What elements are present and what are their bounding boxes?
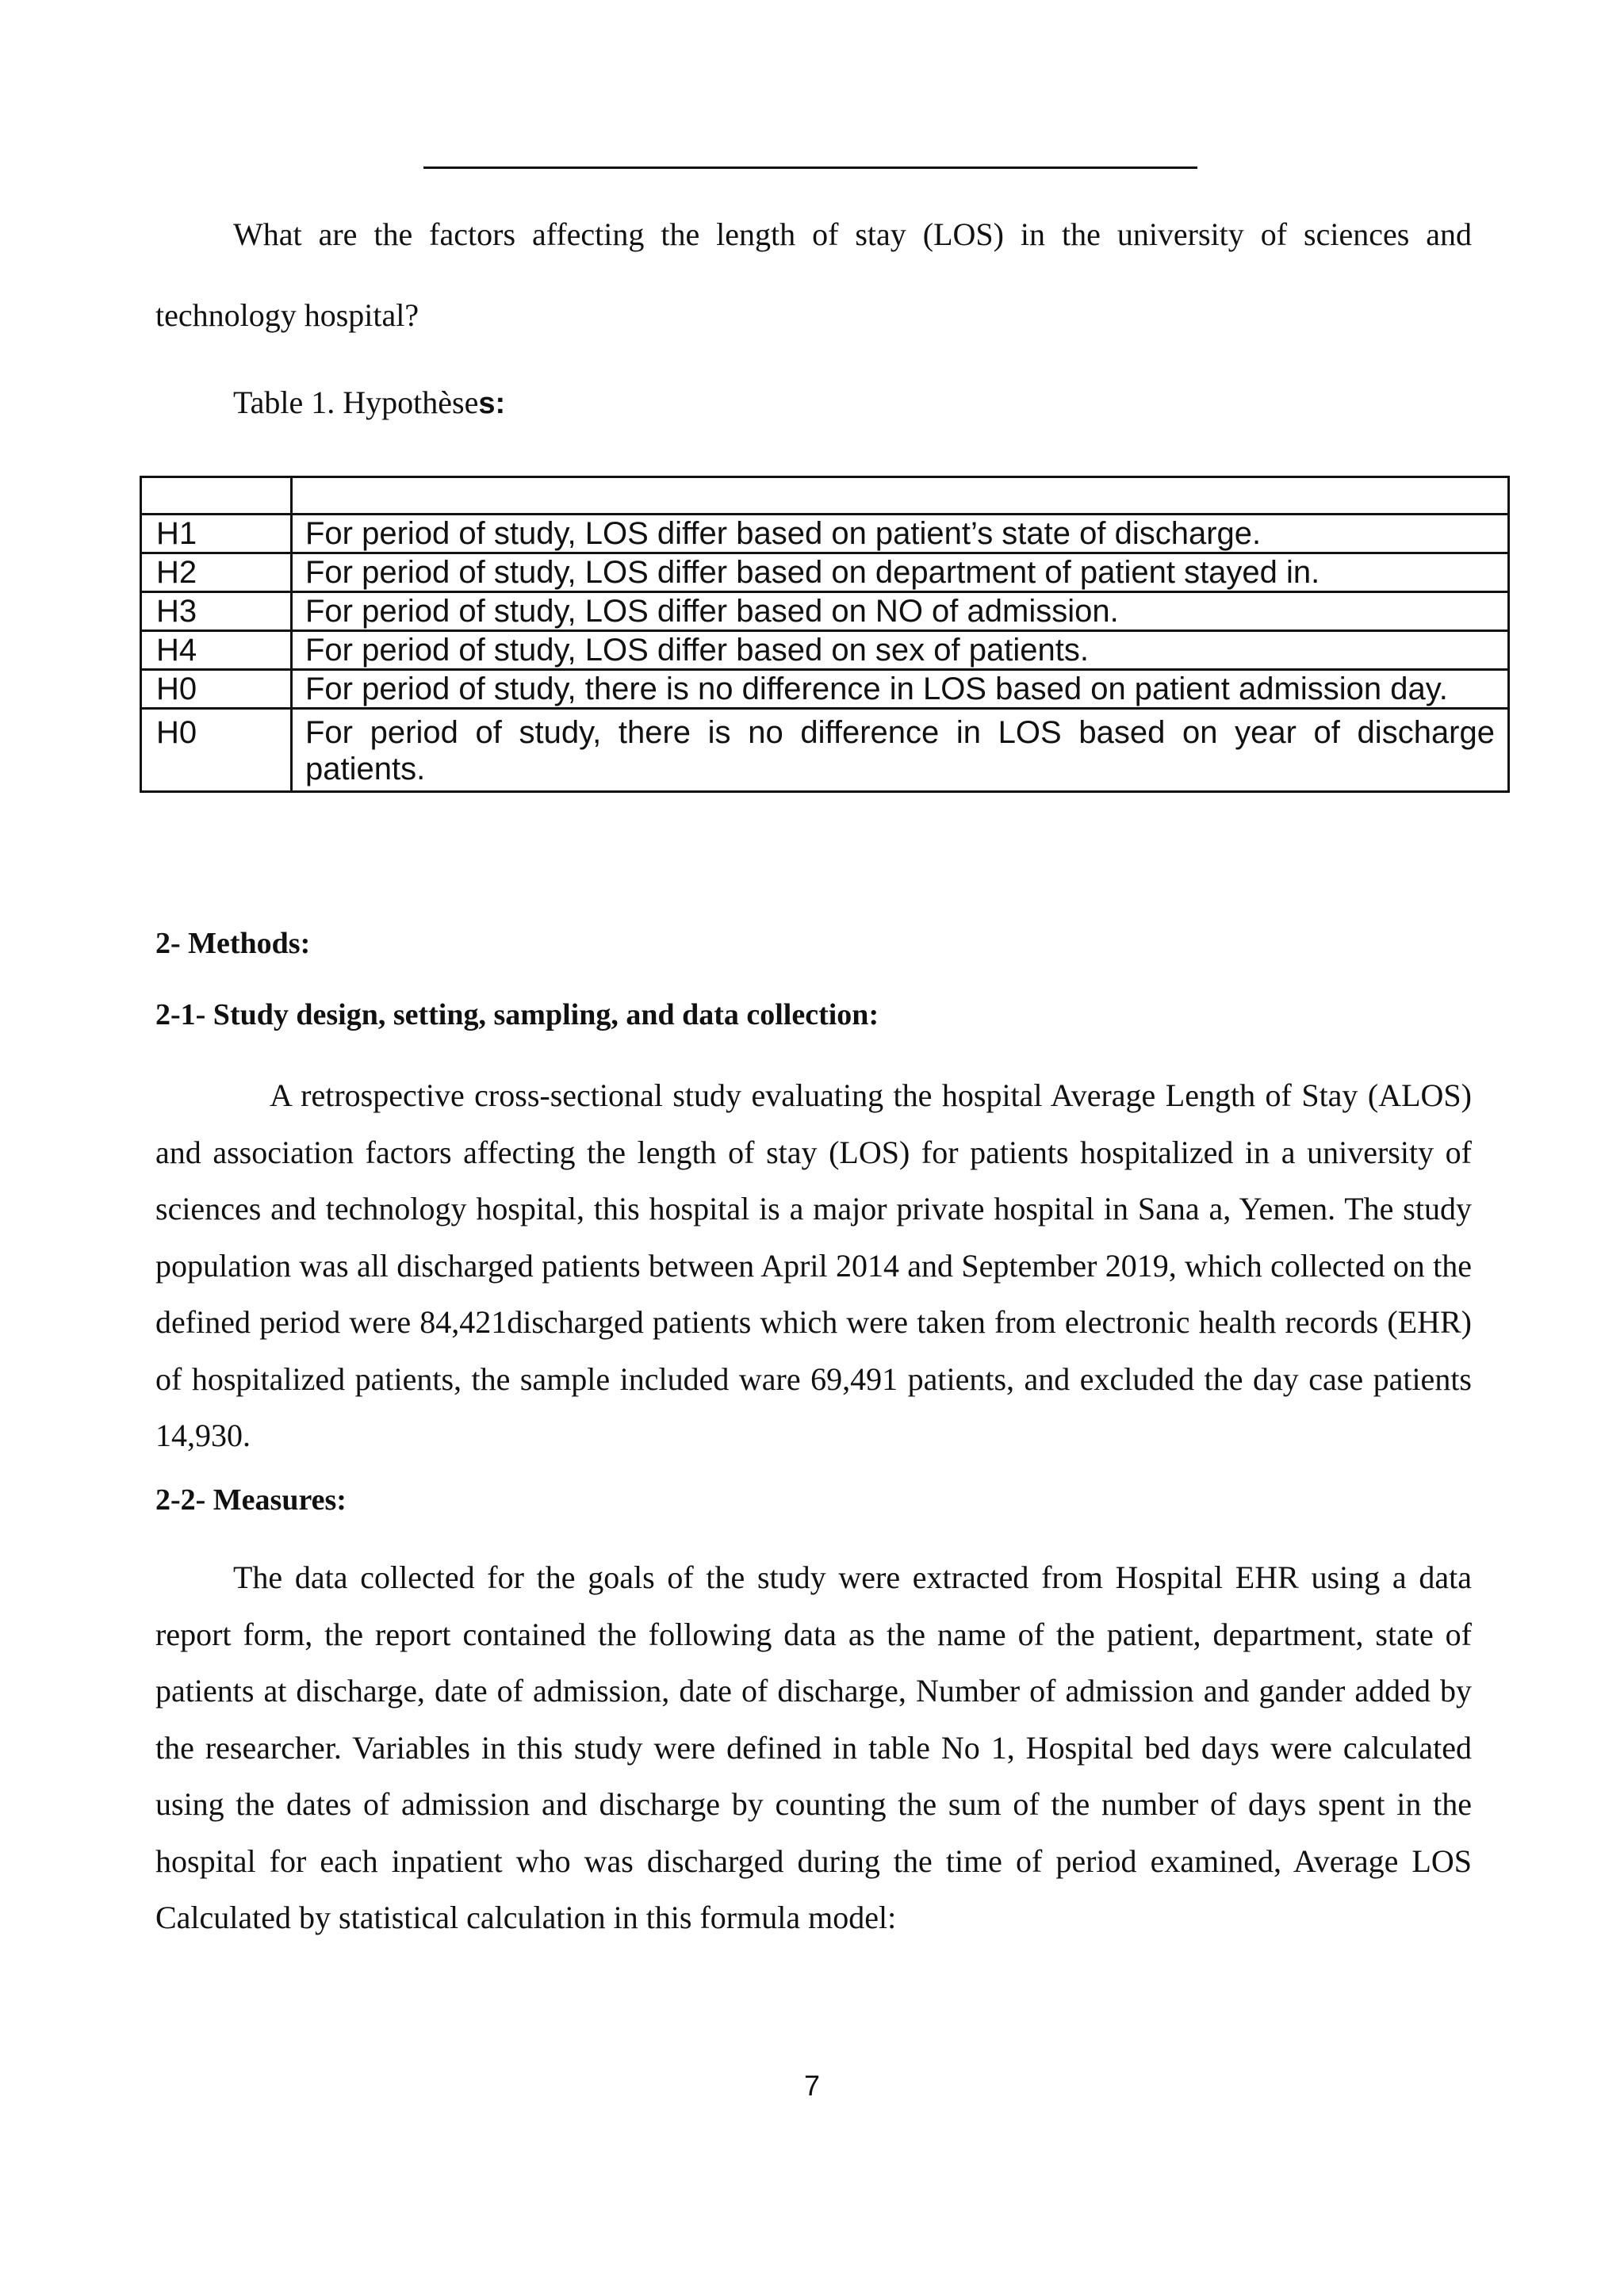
- hypothesis-text: For period of study, LOS differ based on department of patient stayed in.: [292, 553, 1509, 592]
- table-row: [141, 631, 1509, 670]
- top-rule: [423, 166, 1197, 169]
- measures-paragraph: The data collected for the goals of the study were extracted from Hospital EHR using a data report form, the report contained the following data as the name of the patient, department, state of patients at discharge, date of admission, date of discharge, Number of admission and gander added by the researcher. Variables in this study were defined in table No 1, Hospital bed days were calculated using the dates of admission and discharge by counting the sum of the number of days spent in the hospital for each inpatient who was discharged during the time of period examined, Average LOS Calculated by statistical calculation in this formula model:: [155, 1559, 1472, 1935]
- hypothesis-text: For period of study, LOS differ based on NO of admission.: [292, 592, 1509, 631]
- section-heading-methods: 2- Methods:: [155, 927, 311, 960]
- hypothesis-id: H3: [141, 592, 292, 631]
- hypothesis-id: H1: [141, 515, 292, 553]
- hypothesis-id: H0: [141, 709, 292, 792]
- hypothesis-text: For period of study, there is no difference in LOS based on year of discharge patients.: [292, 709, 1509, 792]
- table-row: [141, 670, 1509, 709]
- table-caption: [233, 384, 505, 423]
- section-heading-measures: 2-2- Measures:: [155, 1483, 347, 1517]
- question-line-2: technology hospital?: [155, 297, 419, 333]
- hypothesis-id: H0: [141, 670, 292, 709]
- table-header-row: [141, 477, 1509, 515]
- table-row: [141, 515, 1509, 553]
- table-header-cell: [141, 477, 292, 515]
- hypothesis-id: H2: [141, 553, 292, 592]
- design-paragraph: A retrospective cross-sectional study evaluating the hospital Average Length of Stay (ALOS) and association factors affecting the length of stay (LOS) for patients hospitalized in a university of sciences and technology hospital, this hospital is a major private hospital in Sana a, Yemen. The study population was all discharged patients between April 2014 and September 2019, which collected on the defined period were 84,421discharged patients which were taken from electronic health records (EHR) of hospitalized patients, the sample included ware 69,491 patients, and excluded the day case patients 14,930.: [155, 1077, 1472, 1453]
- hypothesis-text: For period of study, LOS differ based on patient’s state of discharge.: [292, 515, 1509, 553]
- table-caption-prefix: Table 1. Hypothèse: [233, 385, 479, 420]
- hypothesis-text: For period of study, there is no difference in LOS based on patient admission day.: [292, 670, 1509, 709]
- page-number: 7: [803, 2069, 821, 2102]
- section-heading-design: 2-1- Study design, setting, sampling, and data collection:: [155, 998, 879, 1031]
- hypotheses-table: [140, 476, 1510, 793]
- hypothesis-text: For period of study, LOS differ based on sex of patients.: [292, 631, 1509, 670]
- table-row: [141, 709, 1509, 792]
- question-line-1: What are the factors affecting the length of stay (LOS) in the university of sciences and: [233, 216, 1472, 252]
- table-header-cell: [292, 477, 1509, 515]
- table-caption-suffix: s:: [478, 387, 506, 420]
- table-row: [141, 592, 1509, 631]
- hypothesis-id: H4: [141, 631, 292, 670]
- table-row: [141, 553, 1509, 592]
